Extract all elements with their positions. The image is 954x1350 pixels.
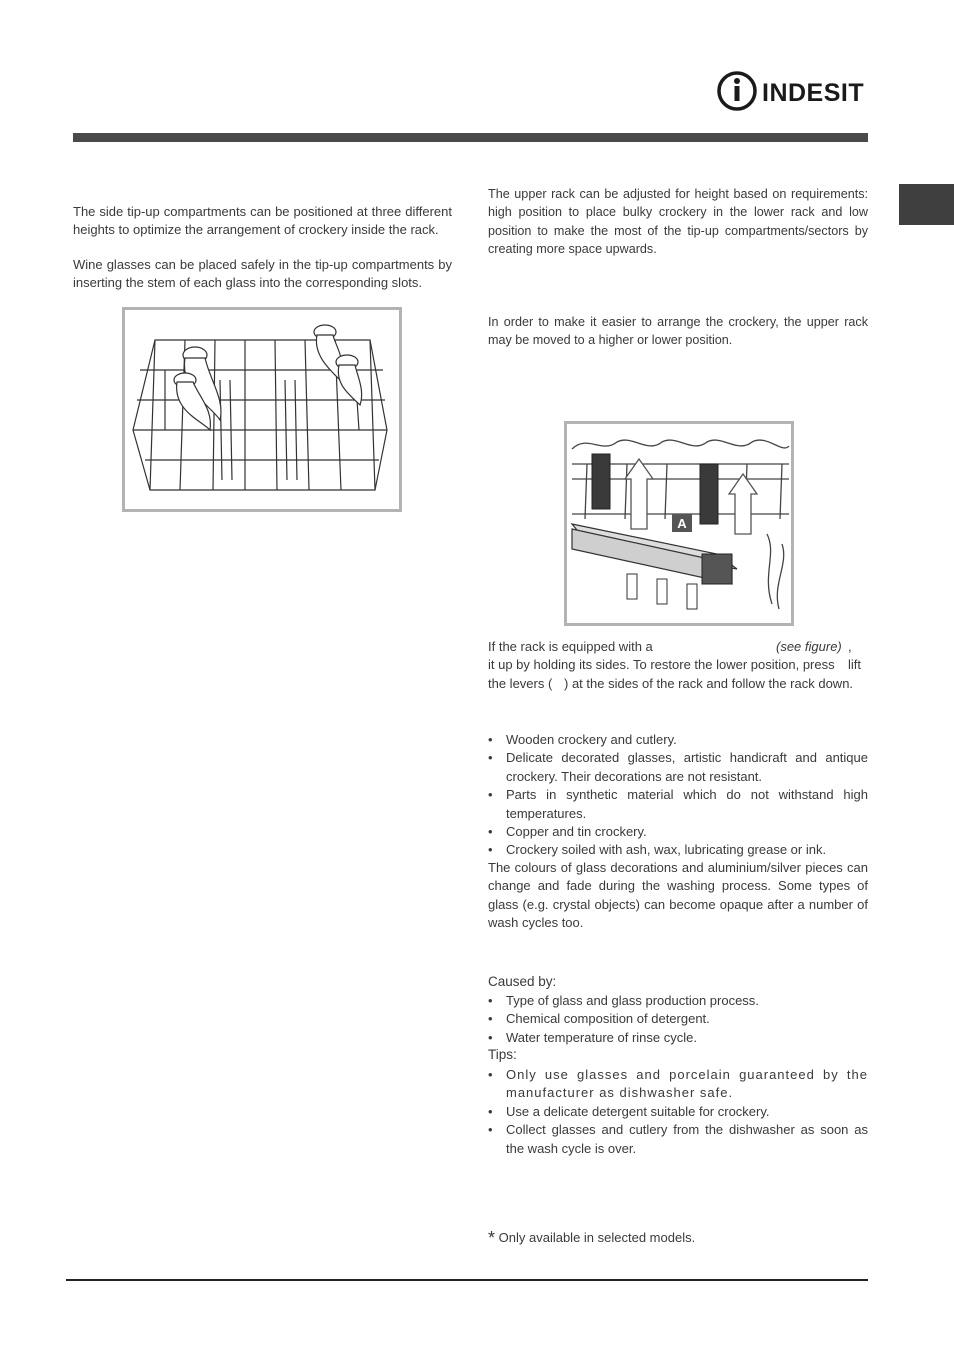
lift-text-line3-a: the levers ( bbox=[488, 675, 553, 691]
list-item: • Type of glass and glass production process. bbox=[488, 992, 868, 1010]
lift-text-part1: If the rack is equipped with a bbox=[488, 639, 653, 654]
list-item: • Collect glasses and cutlery from the dishwasher as soon as the wash cycle is over. bbox=[488, 1121, 868, 1158]
unsuitable-items-list bbox=[488, 731, 868, 860]
colours-fade-text: The colours of glass decorations and aluminium/silver pieces can change and fade during the washing process. Some types of glass (e.g. crystal objects) can become opaque after a number of wash cycles too. bbox=[488, 860, 868, 931]
list-item: • Wooden crockery and cutlery. bbox=[488, 731, 868, 749]
lift-instructions bbox=[488, 638, 868, 694]
tips-list bbox=[488, 1066, 868, 1158]
tipup-paragraph-2: Wine glasses can be placed safely in the tip-up compartments by inserting the stem of each glass into the corresponding slots. bbox=[73, 257, 452, 291]
tipup-paragraph-1: The side tip-up compartments can be positioned at three different heights to optimize the arrangement of crockery inside the rack. bbox=[73, 204, 452, 238]
see-figure-ref: (see figure) bbox=[776, 639, 842, 654]
language-tab bbox=[899, 184, 954, 225]
adjust-rack-text: In order to make it easier to arrange the crockery, the upper rack may be moved to a higher or lower position. bbox=[488, 315, 868, 348]
tips-label: Tips: bbox=[488, 1047, 517, 1062]
height-adjust-intro: The upper rack can be adjusted for height based on requirements: high position to place bulky crockery in the lower rack and low position to make the most of the tip-up compartments/sectors by creating more space upwards. bbox=[488, 187, 868, 257]
brand-wordmark: INDESIT bbox=[762, 79, 865, 107]
list-item: • Crockery soiled with ash, wax, lubricating grease or ink. bbox=[488, 841, 868, 859]
upper-rack-figure-frame bbox=[564, 421, 794, 626]
footer-rule bbox=[66, 1279, 868, 1281]
list-item: • Water temperature of rinse cycle. bbox=[488, 1029, 868, 1047]
caused-by-list bbox=[488, 992, 868, 1047]
rack-illustration-frame bbox=[122, 307, 402, 512]
footnote-star: * bbox=[488, 1228, 496, 1248]
rack-with-glasses-illustration bbox=[125, 310, 399, 509]
lift-text-line2: it up by holding its sides. To restore the lower position, press bbox=[488, 657, 835, 673]
list-item: • Parts in synthetic material which do not withstand high temperatures. bbox=[488, 786, 868, 823]
list-item: • Copper and tin crockery. bbox=[488, 823, 868, 841]
footnote bbox=[488, 1228, 868, 1249]
list-item: • Only use glasses and porcelain guaranteed by the manufacturer as dishwasher safe. bbox=[488, 1066, 868, 1103]
lift-text-part2: , lift bbox=[848, 639, 861, 673]
lift-text-line3-b: ) at the sides of the rack and follow the rack down. bbox=[564, 675, 854, 691]
indesit-logo bbox=[716, 68, 872, 114]
footnote-text: Only available in selected models. bbox=[498, 1230, 696, 1245]
list-item: • Use a delicate detergent suitable for crockery. bbox=[488, 1103, 868, 1121]
figure-label-a: A bbox=[677, 516, 687, 531]
header-rule bbox=[73, 133, 868, 142]
upper-rack-lift-illustration bbox=[567, 424, 791, 623]
caused-by-label: Caused by: bbox=[488, 974, 557, 989]
list-item: • Chemical composition of detergent. bbox=[488, 1010, 868, 1028]
list-item: • Delicate decorated glasses, artistic handicraft and antique crockery. Their decorations are not resistant. bbox=[488, 749, 868, 786]
